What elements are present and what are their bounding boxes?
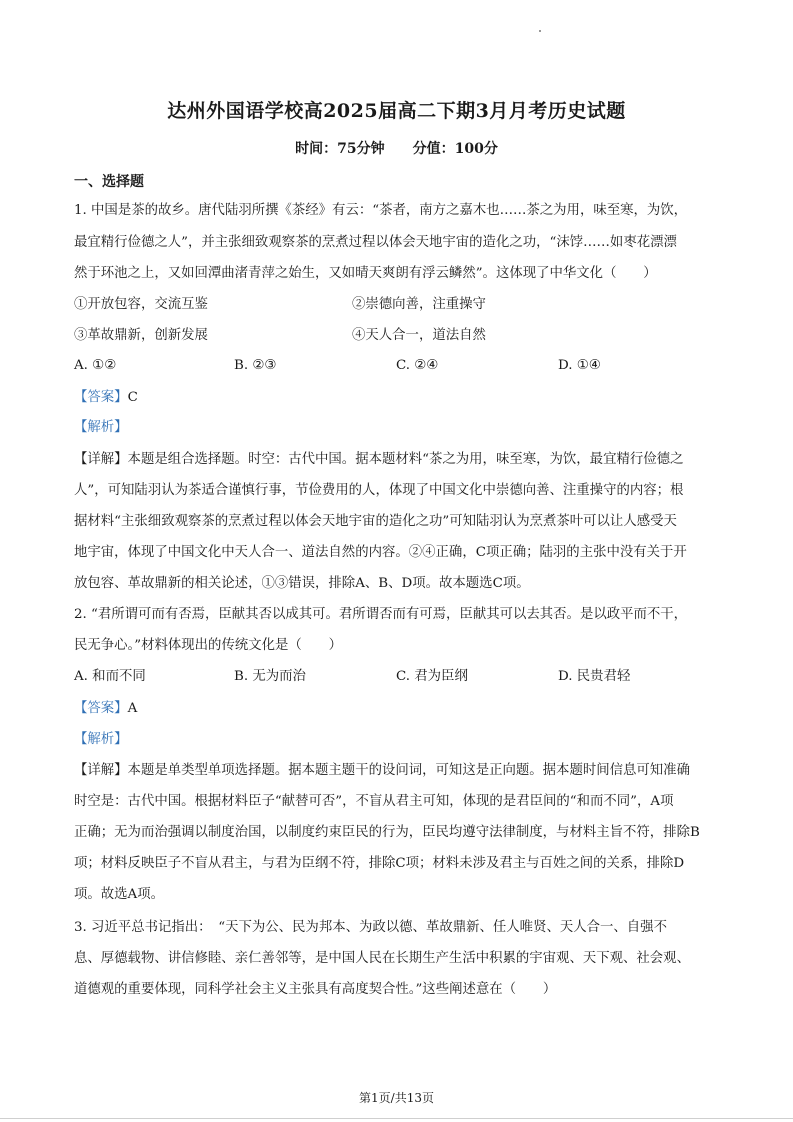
q1-analysis-label: 【解析】 xyxy=(74,420,128,435)
q3-stem-line: 道德观的重要体现，同科学社会主义主张具有高度契合性。”这些阐述意在（ ） xyxy=(74,982,557,997)
q2-analysis-label: 【解析】 xyxy=(74,732,128,747)
q1-statement: ③革故鼎新，创新发展 xyxy=(74,328,208,343)
q1-detail-line: 人”，可知陆羽认为茶适合谨慎行事，节俭费用的人，体现了中国文化中崇德向善、注重操守的内容；根 xyxy=(74,483,684,498)
answer-value: A xyxy=(127,701,138,716)
q2-detail-line: 正确；无为而治强调以制度治国，以制度约束臣民的行为，臣民均遵守法律制度，与材料主旨不符，排除B xyxy=(74,825,700,840)
q1-option-c: C. ②④ xyxy=(396,358,439,373)
q1-answer xyxy=(74,388,138,408)
page-footer: 第1页/共13页 xyxy=(359,1091,434,1105)
q1-option-b: B. ②③ xyxy=(234,358,277,373)
q1-detail-line: 放包容、革故鼎新的相关论述，①③错误，排除A、B、D项。故本题选C项。 xyxy=(74,576,530,591)
q1-statement: ④天人合一，道法自然 xyxy=(352,328,486,343)
scan-dot xyxy=(539,30,541,32)
q2-stem-line: 2. “君所谓可而有否焉，臣献其否以成其可。君所谓否而有可焉，臣献其可以去其否。是以政平而不干， xyxy=(74,607,688,622)
q1-detail-line: 【详解】本题是组合选择题。时空：古代中国。据本题材料“茶之为用，味至寒，为饮，最宜精行俭德之 xyxy=(74,452,684,467)
q1-stem-line: 最宜精行俭德之人”，并主张细致观察茶的烹煮过程以体会天地宇宙的造化之功，“沫饽……如枣花漂漂 xyxy=(74,235,677,250)
q2-option-d: D. 民贵君轻 xyxy=(558,669,631,684)
q1-statement: ①开放包容，交流互鉴 xyxy=(74,297,208,312)
exam-title: 达州外国语学校高2025届高二下期3月月考历史试题 xyxy=(167,100,626,122)
q1-option-d: D. ①④ xyxy=(558,358,601,373)
exam-time: 时间：75分钟 xyxy=(295,141,385,157)
q1-detail-line: 地宇宙，体现了中国文化中天人合一、道法自然的内容。②④正确，C项正确；陆羽的主张中没有关于开 xyxy=(74,545,687,560)
q2-answer xyxy=(74,699,137,719)
q2-detail-line: 项。故选A项。 xyxy=(74,887,165,902)
q2-option-c: C. 君为臣纲 xyxy=(396,669,468,684)
q2-detail-line: 项；材料反映臣子不盲从君主，与君为臣纲不符，排除C项；材料未涉及君主与百姓之间的关系，排除D xyxy=(74,856,685,871)
q1-detail-line: 据材料“主张细致观察茶的烹煮过程以体会天地宇宙的造化之功”可知陆羽认为烹煮茶叶可以让人感受天 xyxy=(74,514,677,529)
q1-option-a: A. ①② xyxy=(74,358,117,373)
exam-info xyxy=(0,138,793,158)
answer-label: 【答案】 xyxy=(74,701,128,716)
q3-stem-line: 3. 习近平总书记指出： “天下为公、民为邦本、为政以德、革故鼎新、任人唯贤、天人合一、自强不 xyxy=(74,920,667,935)
q2-option-b: B. 无为而治 xyxy=(234,669,306,684)
answer-value: C xyxy=(127,390,138,405)
q2-stem-line: 民无争心。”材料体现出的传统文化是（ ） xyxy=(74,638,342,653)
exam-score: 分值：100分 xyxy=(412,141,498,157)
q2-option-a: A. 和而不同 xyxy=(74,669,146,684)
q1-statement: ②崇德向善，注重操守 xyxy=(352,297,486,312)
q1-stem-line: 1. 中国是茶的故乡。唐代陆羽所撰《茶经》有云：“茶者，南方之嘉木也……茶之为用，味至寒，为饮， xyxy=(74,203,688,218)
section-heading: 一、选择题 xyxy=(74,174,144,190)
q2-detail-line: 时空是：古代中国。根据材料臣子“献替可否”，不盲从君主可知，体现的是君臣间的“和而不同”，A项 xyxy=(74,794,674,809)
q3-stem-line: 息、厚德载物、讲信修睦、亲仁善邻等，是中国人民在长期生产生活中积累的宇宙观、天下观、社会观、 xyxy=(74,951,690,966)
page-bottom-rule xyxy=(0,1118,793,1119)
q2-detail-line: 【详解】本题是单类型单项选择题。据本题主题干的设问词，可知这是正向题。据本题时间信息可知准确 xyxy=(74,763,690,778)
answer-label: 【答案】 xyxy=(74,390,128,405)
q1-stem-line: 然于环池之上，又如回潭曲渚青萍之始生，又如晴天爽朗有浮云鳞然”。这体现了中华文化（ ） xyxy=(74,266,657,281)
